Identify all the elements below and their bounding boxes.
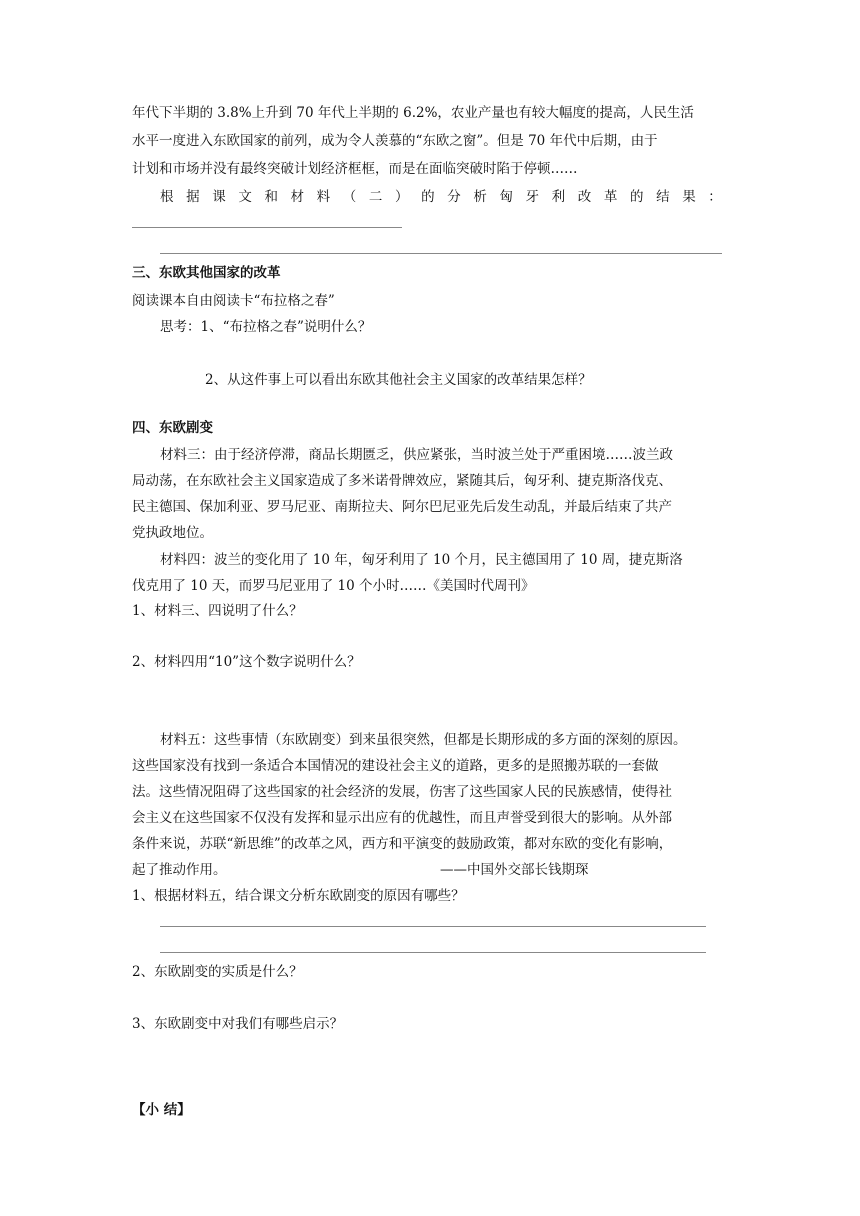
material-5-line: 条件来说，苏联“新思维”的改革之风，西方和平演变的鼓励政策，都对东欧的变化有影响，	[132, 836, 673, 852]
question-char: 改	[577, 189, 592, 205]
question-char: 牙	[525, 189, 540, 205]
question-char: 析	[473, 189, 487, 205]
summary-heading: 【小 结】	[132, 1102, 191, 1118]
question-char: 二	[368, 189, 383, 205]
question: 1、材料三、四说明了什么？	[132, 603, 303, 619]
reading-instruction: 阅读课本自由阅读卡“布拉格之春”	[132, 293, 335, 309]
question-char: 利	[551, 189, 566, 205]
question-char: 和	[264, 189, 278, 205]
material-4-line: 材料四：波兰的变化用了 10 年，匈牙利用了 10 个月，民主德国用了 10 周，捷克斯洛	[160, 552, 683, 568]
material-5-line: 法。这些情况阻碍了这些国家的社会经济的发展，伤害了这些国家人民的民族感情，使得社	[132, 784, 672, 800]
material-5-line: 这些国家没有找到一条适合本国情况的建设社会主义的道路，更多的是照搬苏联的一套做	[132, 758, 659, 774]
answer-line	[160, 952, 706, 953]
hungary-reform-question	[160, 183, 722, 211]
question-char: 根	[160, 189, 174, 205]
quote-source: ——中国外交部长钱期琛	[440, 862, 589, 878]
question-char: 文	[238, 189, 252, 205]
question-char: ：	[708, 189, 722, 205]
question-char: 材	[290, 189, 305, 205]
question-char: 课	[212, 189, 226, 205]
question-char: ）	[394, 189, 409, 205]
question: 1、根据材料五，结合课文分析东欧剧变的原因有哪些？	[132, 888, 465, 904]
question-char: 据	[186, 189, 200, 205]
answer-line	[132, 227, 402, 228]
material-3-line: 局动荡，在东欧社会主义国家造成了多米诺骨牌效应，紧随其后，匈牙利、捷克斯洛伐克、	[132, 473, 672, 489]
question-char: 的	[421, 189, 435, 205]
answer-line	[160, 253, 722, 254]
material-4-line: 伐克用了 10 天，而罗马尼亚用了 10 个小时……《美国时代周刊》	[132, 578, 535, 594]
question: 2、材料四用“10”这个数字说明什么？	[132, 654, 361, 670]
intro-line-1: 年代下半期的 3.8%上升到 70 年代上半期的 6.2%，农业产量也有较大幅度的提高，人民生活	[132, 105, 694, 121]
material-3-line: 党执政地位。	[132, 525, 213, 541]
question: 2、东欧剧变的实质是什么？	[132, 964, 303, 980]
intro-line-3: 计划和市场并没有最终突破计划经济框框，而是在面临突破时陷于停顿……	[132, 161, 578, 177]
material-5-line: 起了推动作用。	[132, 862, 227, 878]
material-3-line: 民主德国、保加利亚、罗马尼亚、南斯拉夫、阿尔巴尼亚先后发生动乱，并最后结束了共产	[132, 499, 672, 515]
material-5-line: 会主义在这些国家不仅没有发挥和显示出应有的优越性，而且声誉受到很大的影响。从外部	[132, 810, 672, 826]
question-char: 分	[447, 189, 461, 205]
question-char: 果	[682, 189, 696, 205]
material-5-line: 材料五：这些事情（东欧剧变）到来虽很突然，但都是长期形成的多方面的深刻的原因。	[160, 732, 687, 748]
question-char: 的	[629, 189, 644, 205]
question-char: 料	[316, 189, 331, 205]
question-reform-result: 2、从这件事上可以看出东欧其他社会主义国家的改革结果怎样？	[205, 372, 592, 388]
question-char: 结	[656, 189, 670, 205]
intro-line-2: 水平一度进入东欧国家的前列，成为令人羡慕的“东欧之窗”。但是 70 年代中后期，由于	[132, 133, 658, 149]
answer-line	[160, 926, 706, 927]
section-heading-3: 三、东欧其他国家的改革	[132, 265, 281, 281]
question-char: （	[342, 189, 357, 205]
question-char: 革	[603, 189, 618, 205]
material-3-line: 材料三：由于经济停滞，商品长期匮乏，供应紧张，当时波兰处于严重困境……波兰政	[160, 447, 673, 463]
question-prague-spring: 思考：1、“布拉格之春”说明什么？	[160, 319, 372, 335]
question-char: 匈	[499, 189, 513, 205]
section-heading-4: 四、东欧剧变	[132, 420, 213, 436]
question: 3、东欧剧变中对我们有哪些启示？	[132, 1016, 344, 1032]
